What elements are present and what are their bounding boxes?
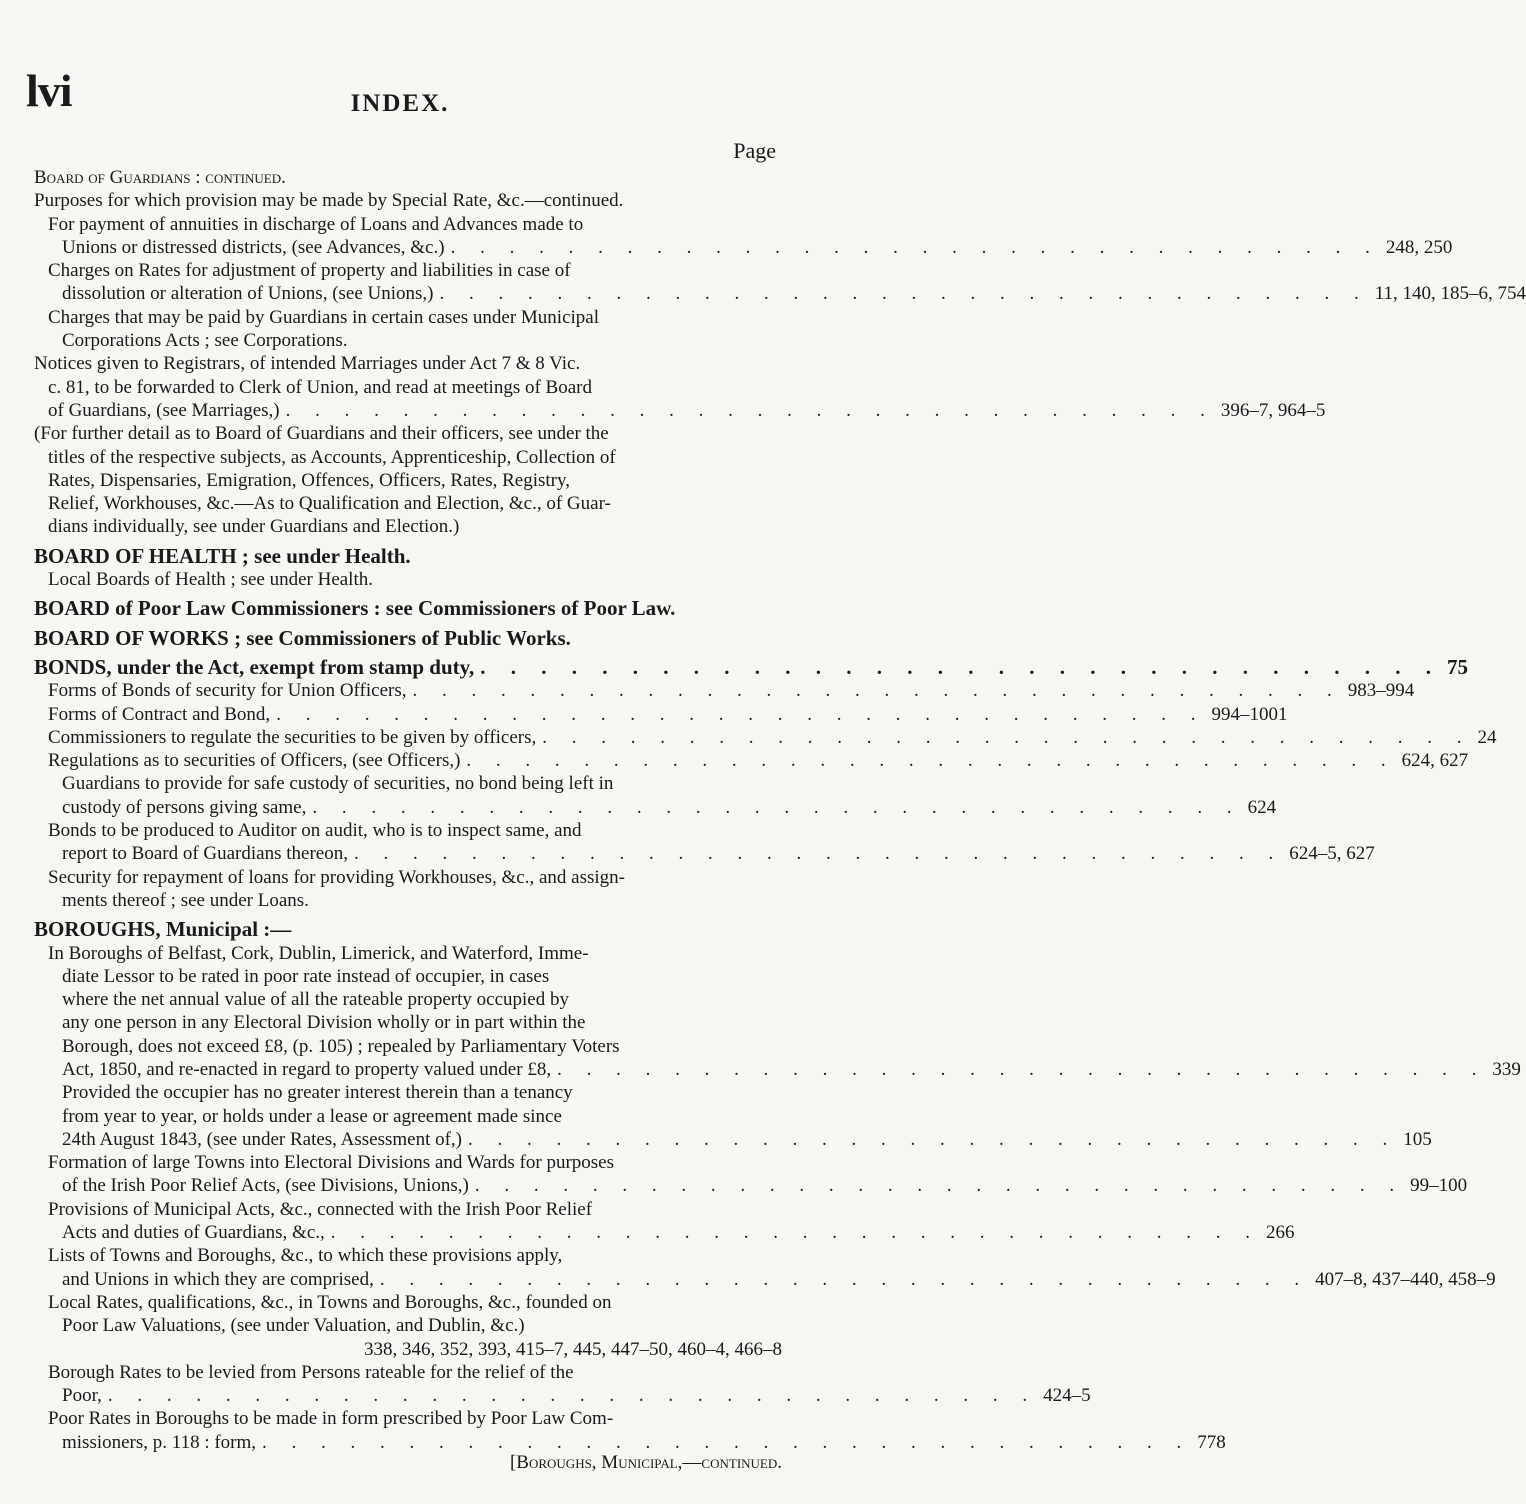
index-line: BOARD OF HEALTH ; see under Health. [34, 543, 411, 568]
entry-text: Unions or distressed districts, (see Advances, &c.) [62, 236, 445, 258]
entry-text: BONDS, under the Act, exempt from stamp duty, [34, 654, 475, 679]
dot-leader: . . . . . . . . . . . . . . . . . . . . . . . . . . . . . . . . [542, 726, 1472, 748]
page-reference: 624–5, 627 [1289, 843, 1375, 865]
entry-text: Forms of Contract and Bond, [48, 703, 271, 725]
index-line: Poor Rates in Boroughs to be made in form prescribed by Poor Law Com- [48, 1408, 614, 1430]
dot-leader: . . . . . . . . . . . . . . . . . . . . . . . . . . . . . . . . [557, 1058, 1487, 1080]
index-line: (For further detail as to Board of Guardians and their officers, see under the [34, 423, 609, 445]
entry-text: Commissioners to regulate the securities to be given by officers, [48, 726, 537, 748]
index-line: Relief, Workhouses, &c.—As to Qualification and Election, &c., of Guar- [48, 493, 611, 515]
dot-leader: . . . . . . . . . . . . . . . . . . . . . . . . . . . . . . . . [412, 680, 1342, 702]
index-line [34, 654, 1468, 679]
index-line [34, 399, 1326, 422]
index-line: where the net annual value of all the rateable property occupied by [62, 989, 569, 1011]
index-line [34, 1174, 1468, 1197]
index-line [34, 703, 1288, 726]
dot-leader: . . . . . . . . . . . . . . . . . . . . . . . . . . . . . . . . [379, 1268, 1310, 1290]
dot-leader: . . . . . . . . . . . . . . . . . . . . . . . . . . . . . . . . [468, 1128, 1398, 1150]
index-line [34, 236, 1453, 259]
index-line: any one person in any Electoral Division wholly or in part within the [62, 1012, 586, 1034]
index-line: from year to year, or holds under a lease or agreement made since [62, 1105, 562, 1127]
index-line: Local Boards of Health ; see under Health. [48, 569, 373, 591]
page-column-label: Page [733, 138, 776, 163]
index-line [34, 1128, 1432, 1151]
index-line: Charges on Rates for adjustment of property and liabilities in case of [48, 260, 571, 282]
entry-text: Poor, [62, 1385, 102, 1407]
dot-leader: . . . . . . . . . . . . . . . . . . . . . . . . . . . . . . . . [330, 1222, 1261, 1244]
index-line [34, 1268, 1496, 1291]
dot-leader: . . . . . . . . . . . . . . . . . . . . . . . . . . . . . . . . [466, 750, 1396, 772]
index-line: c. 81, to be forwarded to Clerk of Union, and read at meetings of Board [48, 376, 592, 398]
index-line [34, 796, 1277, 819]
index-line: In Boroughs of Belfast, Cork, Dublin, Limerick, and Waterford, Imme- [48, 942, 589, 964]
dot-leader: . . . . . . . . . . . . . . . . . . . . . . . . . . . . . . . . [450, 236, 1380, 258]
entry-text: custody of persons giving same, [62, 796, 307, 818]
page-reference: 424–5 [1043, 1385, 1091, 1407]
entry-text: report to Board of Guardians thereon, [62, 843, 348, 865]
entry-text: Act, 1850, and re-enacted in regard to property valued under £8, [62, 1058, 552, 1080]
index-line: Lists of Towns and Boroughs, &c., to which these provisions apply, [48, 1245, 563, 1267]
page-reference: 983–994 [1347, 680, 1415, 702]
index-line [34, 679, 1415, 702]
index-line: diate Lessor to be rated in poor rate instead of occupier, in cases [62, 965, 550, 987]
catchword: [Boroughs, Municipal,—continued. [509, 1452, 782, 1473]
index-line: Notices given to Registrars, of intended Marriages under Act 7 & 8 Vic. [34, 353, 581, 375]
page-reference: 624, 627 [1401, 750, 1469, 772]
index-line: Charges that may be paid by Guardians in certain cases under Municipal [48, 306, 600, 328]
page-reference: 339 [1492, 1058, 1521, 1080]
index-line: Provisions of Municipal Acts, &c., connected with the Irish Poor Relief [48, 1198, 593, 1220]
page-reference: 105 [1403, 1128, 1432, 1150]
page-reference: 407–8, 437–440, 458–9 [1315, 1268, 1496, 1290]
entry-text: of the Irish Poor Relief Acts, (see Divisions, Unions,) [62, 1175, 469, 1197]
catchword-area [34, 1451, 782, 1474]
index-line: Guardians to provide for safe custody of securities, no bond being left in [62, 773, 614, 795]
index-line: 338, 346, 352, 393, 415–7, 445, 447–50, 460–4, 466–8 [364, 1338, 782, 1360]
index-line: titles of the respective subjects, as Accounts, Apprenticeship, Collection of [48, 446, 616, 468]
index-line [34, 749, 1469, 772]
index-line: Provided the occupier has no greater interest therein than a tenancy [62, 1082, 573, 1104]
index-line: Borough Rates to be levied from Persons rateable for the relief of the [48, 1361, 574, 1383]
dot-leader: . . . . . . . . . . . . . . . . . . . . . . . . . . . . . . . . [312, 796, 1242, 818]
index-line: BOROUGHS, Municipal :— [34, 917, 292, 942]
dot-leader: . . . . . . . . . . . . . . . . . . . . . . . . . . . . . . . . [276, 703, 1206, 725]
page-reference: 266 [1266, 1222, 1295, 1244]
index-line: For payment of annuities in discharge of Loans and Advances made to [48, 213, 584, 235]
index-entries [34, 166, 1526, 1454]
index-line: BOARD of Poor Law Commissioners : see Commissioners of Poor Law. [34, 596, 676, 621]
page-reference: 396–7, 964–5 [1220, 399, 1326, 421]
entry-text: Acts and duties of Guardians, &c., [62, 1222, 325, 1244]
dot-leader: . . . . . . . . . . . . . . . . . . . . . . . . . . . . . . . . [262, 1431, 1192, 1453]
page-reference: 11, 140, 185–6, 754 [1374, 283, 1526, 305]
entry-text: and Unions in which they are comprised, [62, 1268, 374, 1290]
entry-text: Regulations as to securities of Officers, (see Officers,) [48, 750, 461, 772]
index-line [34, 282, 1526, 305]
index-line: ments thereof ; see under Loans. [62, 889, 309, 911]
running-head: INDEX. [350, 90, 450, 117]
index-line: Board of Guardians : continued. [34, 167, 286, 188]
index-line: Formation of large Towns into Electoral Divisions and Wards for purposes [48, 1152, 615, 1174]
dot-leader: . . . . . . . . . . . . . . . . . . . . . . . . . . . . . . . . [474, 1175, 1405, 1197]
page-reference: 624 [1247, 796, 1277, 818]
index-line: dians individually, see under Guardians and Election.) [48, 516, 460, 538]
dot-leader: . . . . . . . . . . . . . . . . . . . . . . . . . . . . . . . . [480, 654, 1441, 679]
index-line: Security for repayment of loans for providing Workhouses, &c., and assign- [48, 866, 625, 888]
page-number: lvi [26, 65, 72, 116]
index-line [34, 1384, 1091, 1407]
index-line [34, 726, 1497, 749]
entry-text: missioners, p. 118 : form, [62, 1431, 257, 1453]
index-line: BOARD OF WORKS ; see Commissioners of Public Works. [34, 625, 571, 650]
entry-text: of Guardians, (see Marriages,) [48, 399, 280, 421]
index-line [34, 1058, 1521, 1081]
page-reference: 75 [1446, 654, 1468, 679]
index-line [34, 1221, 1295, 1244]
dot-leader: . . . . . . . . . . . . . . . . . . . . . . . . . . . . . . . . [107, 1385, 1038, 1407]
dot-leader: . . . . . . . . . . . . . . . . . . . . . . . . . . . . . . . . [285, 399, 1215, 421]
page-reference: 24 [1477, 726, 1497, 748]
index-line: Rates, Dispensaries, Emigration, Offences, Officers, Rates, Registry, [48, 469, 571, 491]
page-reference: 248, 250 [1385, 236, 1453, 258]
index-line: Corporations Acts ; see Corporations. [62, 330, 348, 352]
index-line: Borough, does not exceed £8, (p. 105) ; repealed by Parliamentary Voters [62, 1035, 620, 1057]
dot-leader: . . . . . . . . . . . . . . . . . . . . . . . . . . . . . . . . [439, 283, 1369, 305]
entry-text: 24th August 1843, (see under Rates, Assessment of,) [62, 1128, 463, 1150]
page-reference: 994–1001 [1211, 703, 1288, 725]
index-line: Local Rates, qualifications, &c., in Towns and Boroughs, &c., founded on [48, 1291, 612, 1313]
entry-text: dissolution or alteration of Unions, (see Unions,) [62, 283, 434, 305]
page-reference: 778 [1197, 1431, 1226, 1453]
dot-leader: . . . . . . . . . . . . . . . . . . . . . . . . . . . . . . . . [353, 843, 1284, 865]
entry-text: Forms of Bonds of security for Union Officers, [48, 680, 407, 702]
index-line: Purposes for which provision may be made by Special Rate, &c.—continued. [34, 190, 624, 212]
index-line: Bonds to be produced to Auditor on audit, who is to inspect same, and [48, 820, 582, 842]
index-line [34, 842, 1375, 865]
page-reference: 99–100 [1410, 1175, 1468, 1197]
index-line: Poor Law Valuations, (see under Valuation, and Dublin, &c.) [62, 1315, 525, 1337]
